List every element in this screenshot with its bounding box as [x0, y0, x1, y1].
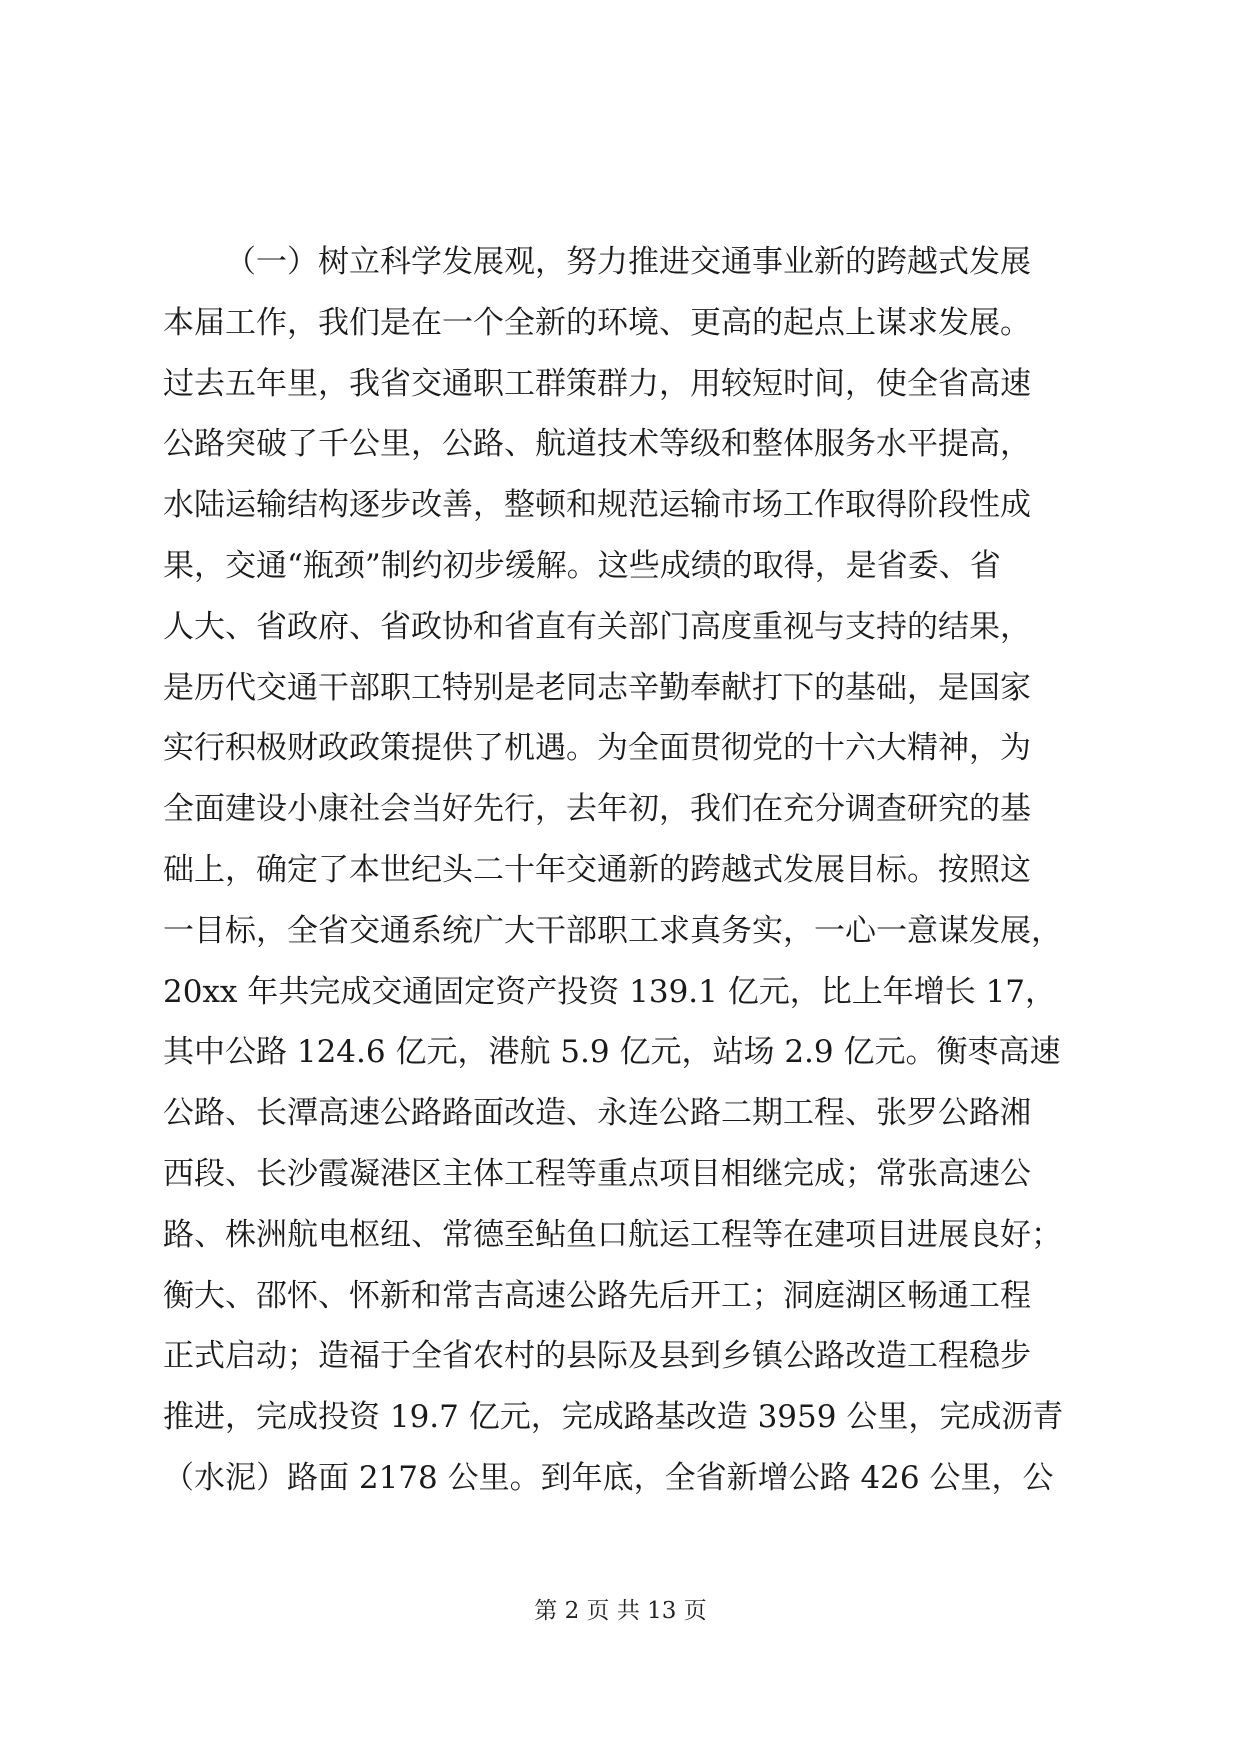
text-line: 水陆运输结构逐步改善，整顿和规范运输市场工作取得阶段性成: [163, 487, 1031, 524]
text-line: 其中公路 124.6 亿元，港航 5.9 亿元，站场 2.9 亿元。衡枣高速: [163, 1034, 1061, 1071]
text-line: 20xx 年共完成交通固定资产投资 139.1 亿元，比上年增长 17，: [163, 973, 1057, 1010]
text-line: 西段、长沙霞凝港区主体工程等重点项目相继完成；常张高速公: [163, 1155, 1031, 1192]
text-line: 实行积极财政政策提供了机遇。为全面贯彻党的十六大精神，为: [163, 730, 1031, 767]
text-line: 果，交通“瓶颈”制约初步缓解。这些成绩的取得，是省委、省: [163, 547, 1001, 584]
text-line: 全面建设小康社会当好先行，去年初，我们在充分调查研究的基: [163, 791, 1031, 828]
text-line: 衡大、邵怀、怀新和常吉高速公路先后开工；洞庭湖区畅通工程: [163, 1277, 1031, 1314]
text-line: 路、株洲航电枢纽、常德至鲇鱼口航运工程等在建项目进展良好；: [163, 1216, 1062, 1253]
text-line: 础上，确定了本世纪头二十年交通新的跨越式发展目标。按照这: [163, 851, 1031, 888]
page-footer: [0, 1596, 1241, 1626]
text-line: 是历代交通干部职工特别是老同志辛勤奉献打下的基础，是国家: [163, 669, 1031, 706]
text-line: 人大、省政府、省政协和省直有关部门高度重视与支持的结果，: [163, 608, 1031, 645]
text-line: （水泥）路面 2178 公里。到年底，全省新增公路 426 公里，公: [163, 1459, 1054, 1496]
text-line: 正式启动；造福于全省农村的县际及县到乡镇公路改造工程稳步: [163, 1338, 1031, 1375]
text-line: 公路、长潭高速公路路面改造、永连公路二期工程、张罗公路湘: [163, 1095, 1031, 1132]
text-line: 推进，完成投资 19.7 亿元，完成路基改造 3959 公里，完成沥青: [163, 1399, 1064, 1436]
text-line: 本届工作，我们是在一个全新的环境、更高的起点上谋求发展。: [163, 304, 1031, 341]
text-line: 一目标，全省交通系统广大干部职工求真务实，一心一意谋发展，: [163, 912, 1062, 949]
page-number-label: 第 2 页 共 13 页: [534, 1598, 707, 1624]
text-line: 过去五年里，我省交通职工群策群力，用较短时间，使全省高速: [163, 365, 1031, 402]
document-body: [163, 232, 1083, 1509]
text-line: （一）树立科学发展观，努力推进交通事业新的跨越式发展: [225, 244, 1031, 280]
text-line: 公路突破了千公里，公路、航道技术等级和整体服务水平提高，: [163, 426, 1031, 463]
